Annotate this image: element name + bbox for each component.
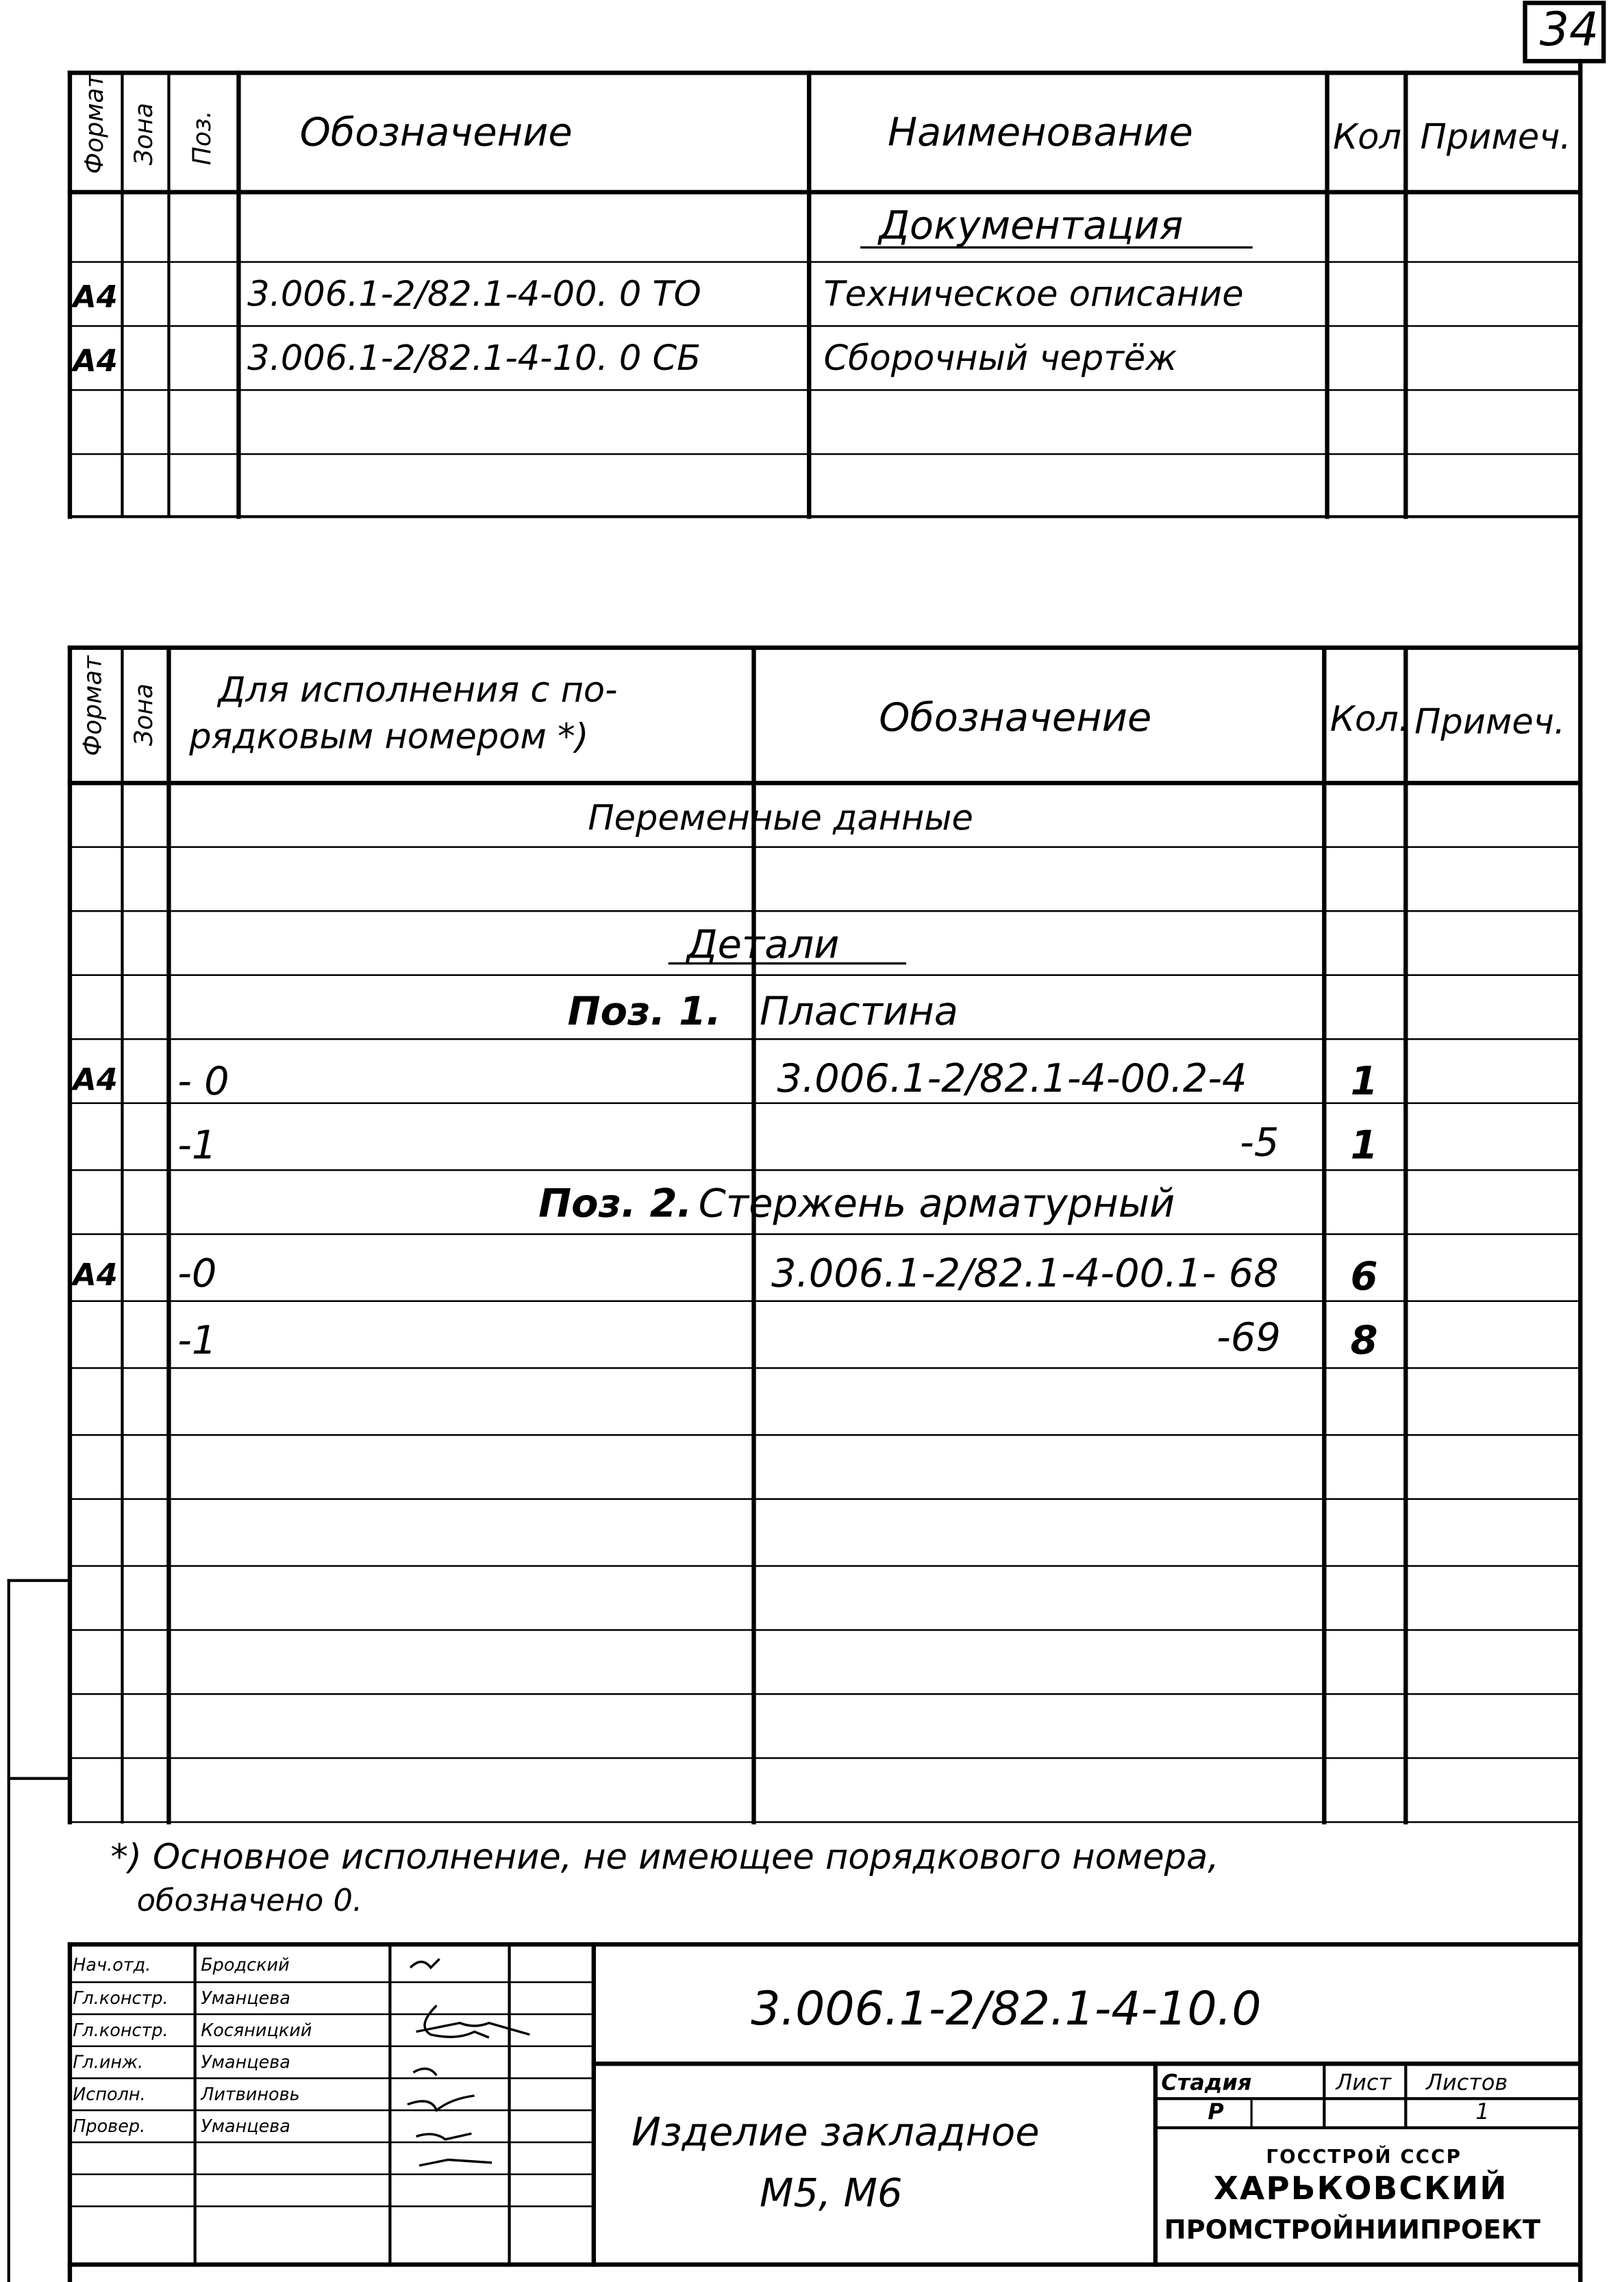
sheets-label: Листов [1426,2069,1508,2096]
footnote-line1: *) Основное исполнение, не имеющее порядкового номера, [110,1836,1219,1878]
signature-name: Косяницкий [201,2020,312,2041]
header-format: Формат [80,73,110,174]
stage-value: Р [1208,2098,1224,2125]
row-variant: -0 [177,1251,217,1297]
header-variant-line1: Для исполнения с по- [218,669,618,710]
header-name: Наименование [887,110,1193,156]
header-note: Примеч. [1414,701,1566,742]
product-name-line1: Изделие закладное [632,2110,1040,2156]
row-quantity: 8 [1350,1318,1378,1364]
header-quantity: Кол. [1329,699,1410,740]
row-designation: -5 [1240,1120,1279,1166]
row-designation: -69 [1216,1316,1281,1361]
row-variant: - 0 [177,1060,229,1105]
section-title-documentation: Документация [879,203,1184,249]
row-name: Техническое описание [823,273,1244,314]
signature-name: Уманцева [201,2052,290,2072]
row-quantity: 1 [1350,1060,1378,1105]
header-variant-line2: рядковым номером *) [189,716,589,757]
header-format: Формат [79,655,109,756]
org-line1: ГОССТРОЙ СССР [1266,2146,1462,2169]
header-designation: Обозначение [879,695,1152,741]
row-quantity: 6 [1350,1254,1378,1300]
signature-role: Провер. [73,2116,146,2137]
signature-role: Гл.инж. [73,2052,144,2072]
sheet-label: Лист [1336,2069,1392,2096]
sheet-number: 34 [1539,1,1599,57]
signature-role: Исполн. [73,2084,146,2105]
signature-name: Уманцева [201,1988,290,2009]
header-quantity: Кол. [1333,116,1413,158]
row-variant: -1 [177,1123,217,1169]
row-variant: -1 [177,1318,217,1364]
header-designation: Обозначение [299,110,573,156]
header-zone: Зона [130,103,160,166]
row-format: А4 [73,279,118,314]
row-designation: 3.006.1-2/82.1-4-00.2-4 [777,1056,1247,1102]
header-zone: Зона [130,684,160,747]
org-line2: ХАРЬКОВСКИЙ [1213,2171,1508,2208]
pos2-label: Поз. 2. [538,1181,692,1227]
header-position: Поз. [188,110,218,166]
document-code: 3.006.1-2/82.1-4-10.0 [751,1981,1262,2036]
variable-data-title: Переменные данные [588,797,973,838]
org-line3: ПРОМСТРОЙНИИПРОЕКТ [1164,2215,1540,2246]
row-quantity: 1 [1350,1123,1378,1169]
signature-name: Бродский [201,1954,290,1975]
pos2-name: Стержень арматурный [698,1181,1175,1227]
row-format: А4 [73,343,118,379]
row-designation: 3.006.1-2/82.1-4-00. 0 ТО [247,273,701,314]
product-name-line2: М5, М6 [760,2171,903,2217]
pos1-label: Поз. 1. [567,990,721,1035]
row-designation: 3.006.1-2/82.1-4-00.1- 68 [771,1251,1279,1297]
row-name: Сборочный чертёж [823,338,1177,379]
signature-role: Нач.отд. [73,1954,151,1975]
signature-name: Литвиновь [201,2084,300,2105]
header-note: Примеч. [1420,116,1571,158]
signature-role: Гл.констр. [73,2020,168,2041]
stage-label: Стадия [1161,2069,1252,2096]
sheets-value: 1 [1475,2098,1490,2125]
signature-name: Уманцева [201,2116,290,2137]
footnote-line2: обозначено 0. [136,1883,363,1918]
pos1-name: Пластина [760,990,958,1035]
signature-role: Гл.констр. [73,1988,168,2009]
signature-scribbles [408,1959,529,2166]
row-format: А4 [73,1062,118,1098]
row-designation: 3.006.1-2/82.1-4-10. 0 СБ [247,338,701,379]
row-format: А4 [73,1257,118,1292]
parts-title: Детали [686,923,840,968]
